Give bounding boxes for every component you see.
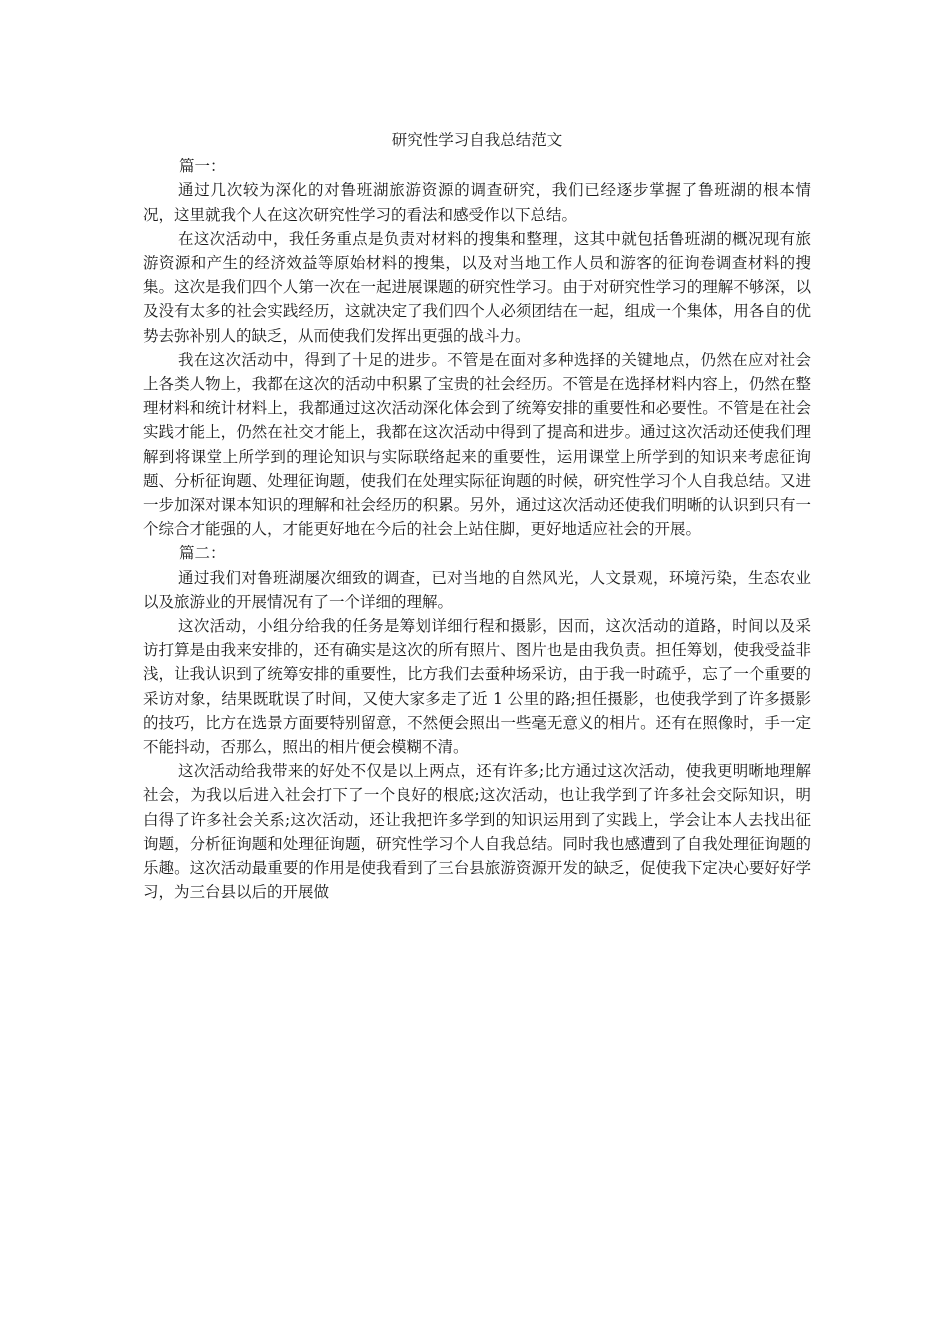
paragraph: 这次活动，小组分给我的任务是筹划详细行程和摄影，因而，这次活动的道路，时间以及采访打算是由我来安排的，还有确实是这次的所有照片、图片也是由我负责。担任筹划，使我受益非浅，让我认识到了统筹安排的重要性，比方我们去蚕种场采访，由于我一时疏乎，忘了一个重要的采访对象，结果既耽误了时间，又使大家多走了近 1 公里的路;担任摄影，也使我学到了许多摄影的技巧，比方在选景方面要特别留意，不然便会照出一些毫无意义的相片。还有在照像时，手一定不能抖动，否那么，照出的相片便会模糊不清。 [143, 617, 811, 757]
section-heading: 篇二： [179, 544, 226, 563]
paragraph: 通过几次较为深化的对鲁班湖旅游资源的调查研究，我们已经逐步掌握了鲁班湖的根本情况，这里就我个人在这次研究性学习的看法和感受作以下总结。 [143, 181, 811, 224]
paragraph: 在这次活动中，我任务重点是负责对材料的搜集和整理，这其中就包括鲁班湖的概况现有旅游资源和产生的经济效益等原始材料的搜集，以及对当地工作人员和游客的征询卷调查材料的搜集。这次是我们四个人第一次在一起进展课题的研究性学习。由于对研究性学习的理解不够深，以及没有太多的社会实践经历，这就决定了我们四个人必须团结在一起，组成一个集体，用各自的优势去弥补别人的缺乏，从而使我们发挥出更强的战斗力。 [143, 229, 811, 345]
section-heading: 篇一： [179, 157, 226, 176]
paragraph: 我在这次活动中，得到了十足的进步。不管是在面对多种选择的关键地点，仍然在应对社会上各类人物上，我都在这次的活动中积累了宝贵的社会经历。不管是在选择材料内容上，仍然在整理材料和统计材料上，我都通过这次活动深化体会到了统筹安排的重要性和必要性。不管是在社会实践才能上，仍然在社交才能上，我都在这次活动中得到了提高和进步。通过这次活动还使我们理解到将课堂上所学到的理论知识与实际联络起来的重要性，运用课堂上所学到的知识来考虑征询题、分析征询题、处理征询题，使我们在处理实际征询题的时候，研究性学习个人自我总结。又进一步加深对课本知识的理解和社会经历的积累。另外，通过这次活动还使我们明晰的认识到只有一个综合才能强的人，才能更好地在今后的社会上站住脚，更好地适应社会的开展。 [143, 350, 811, 539]
section-2 [143, 541, 811, 904]
document-body [143, 128, 811, 905]
section-1 [143, 154, 811, 541]
paragraph: 这次活动给我带来的好处不仅是以上两点，还有许多;比方通过这次活动，使我更明晰地理解社会，为我以后进入社会打下了一个良好的根底;这次活动，也让我学到了许多社会交际知识，明白得了许多社会关系;这次活动，还让我把许多学到的知识运用到了实践上，学会让本人去找出征询题，分析征询题和处理征询题，研究性学习个人自我总结。同时我也感遭到了自我处理征询题的乐趣。这次活动最重要的作用是使我看到了三台县旅游资源开发的缺乏，促使我下定决心要好好学习，为三台县以后的开展做 [143, 762, 811, 902]
paragraph: 通过我们对鲁班湖屡次细致的调查，已对当地的自然风光，人文景观，环境污染，生态农业以及旅游业的开展情况有了一个详细的理解。 [143, 568, 811, 611]
document-title: 研究性学习自我总结范文 [391, 131, 563, 149]
